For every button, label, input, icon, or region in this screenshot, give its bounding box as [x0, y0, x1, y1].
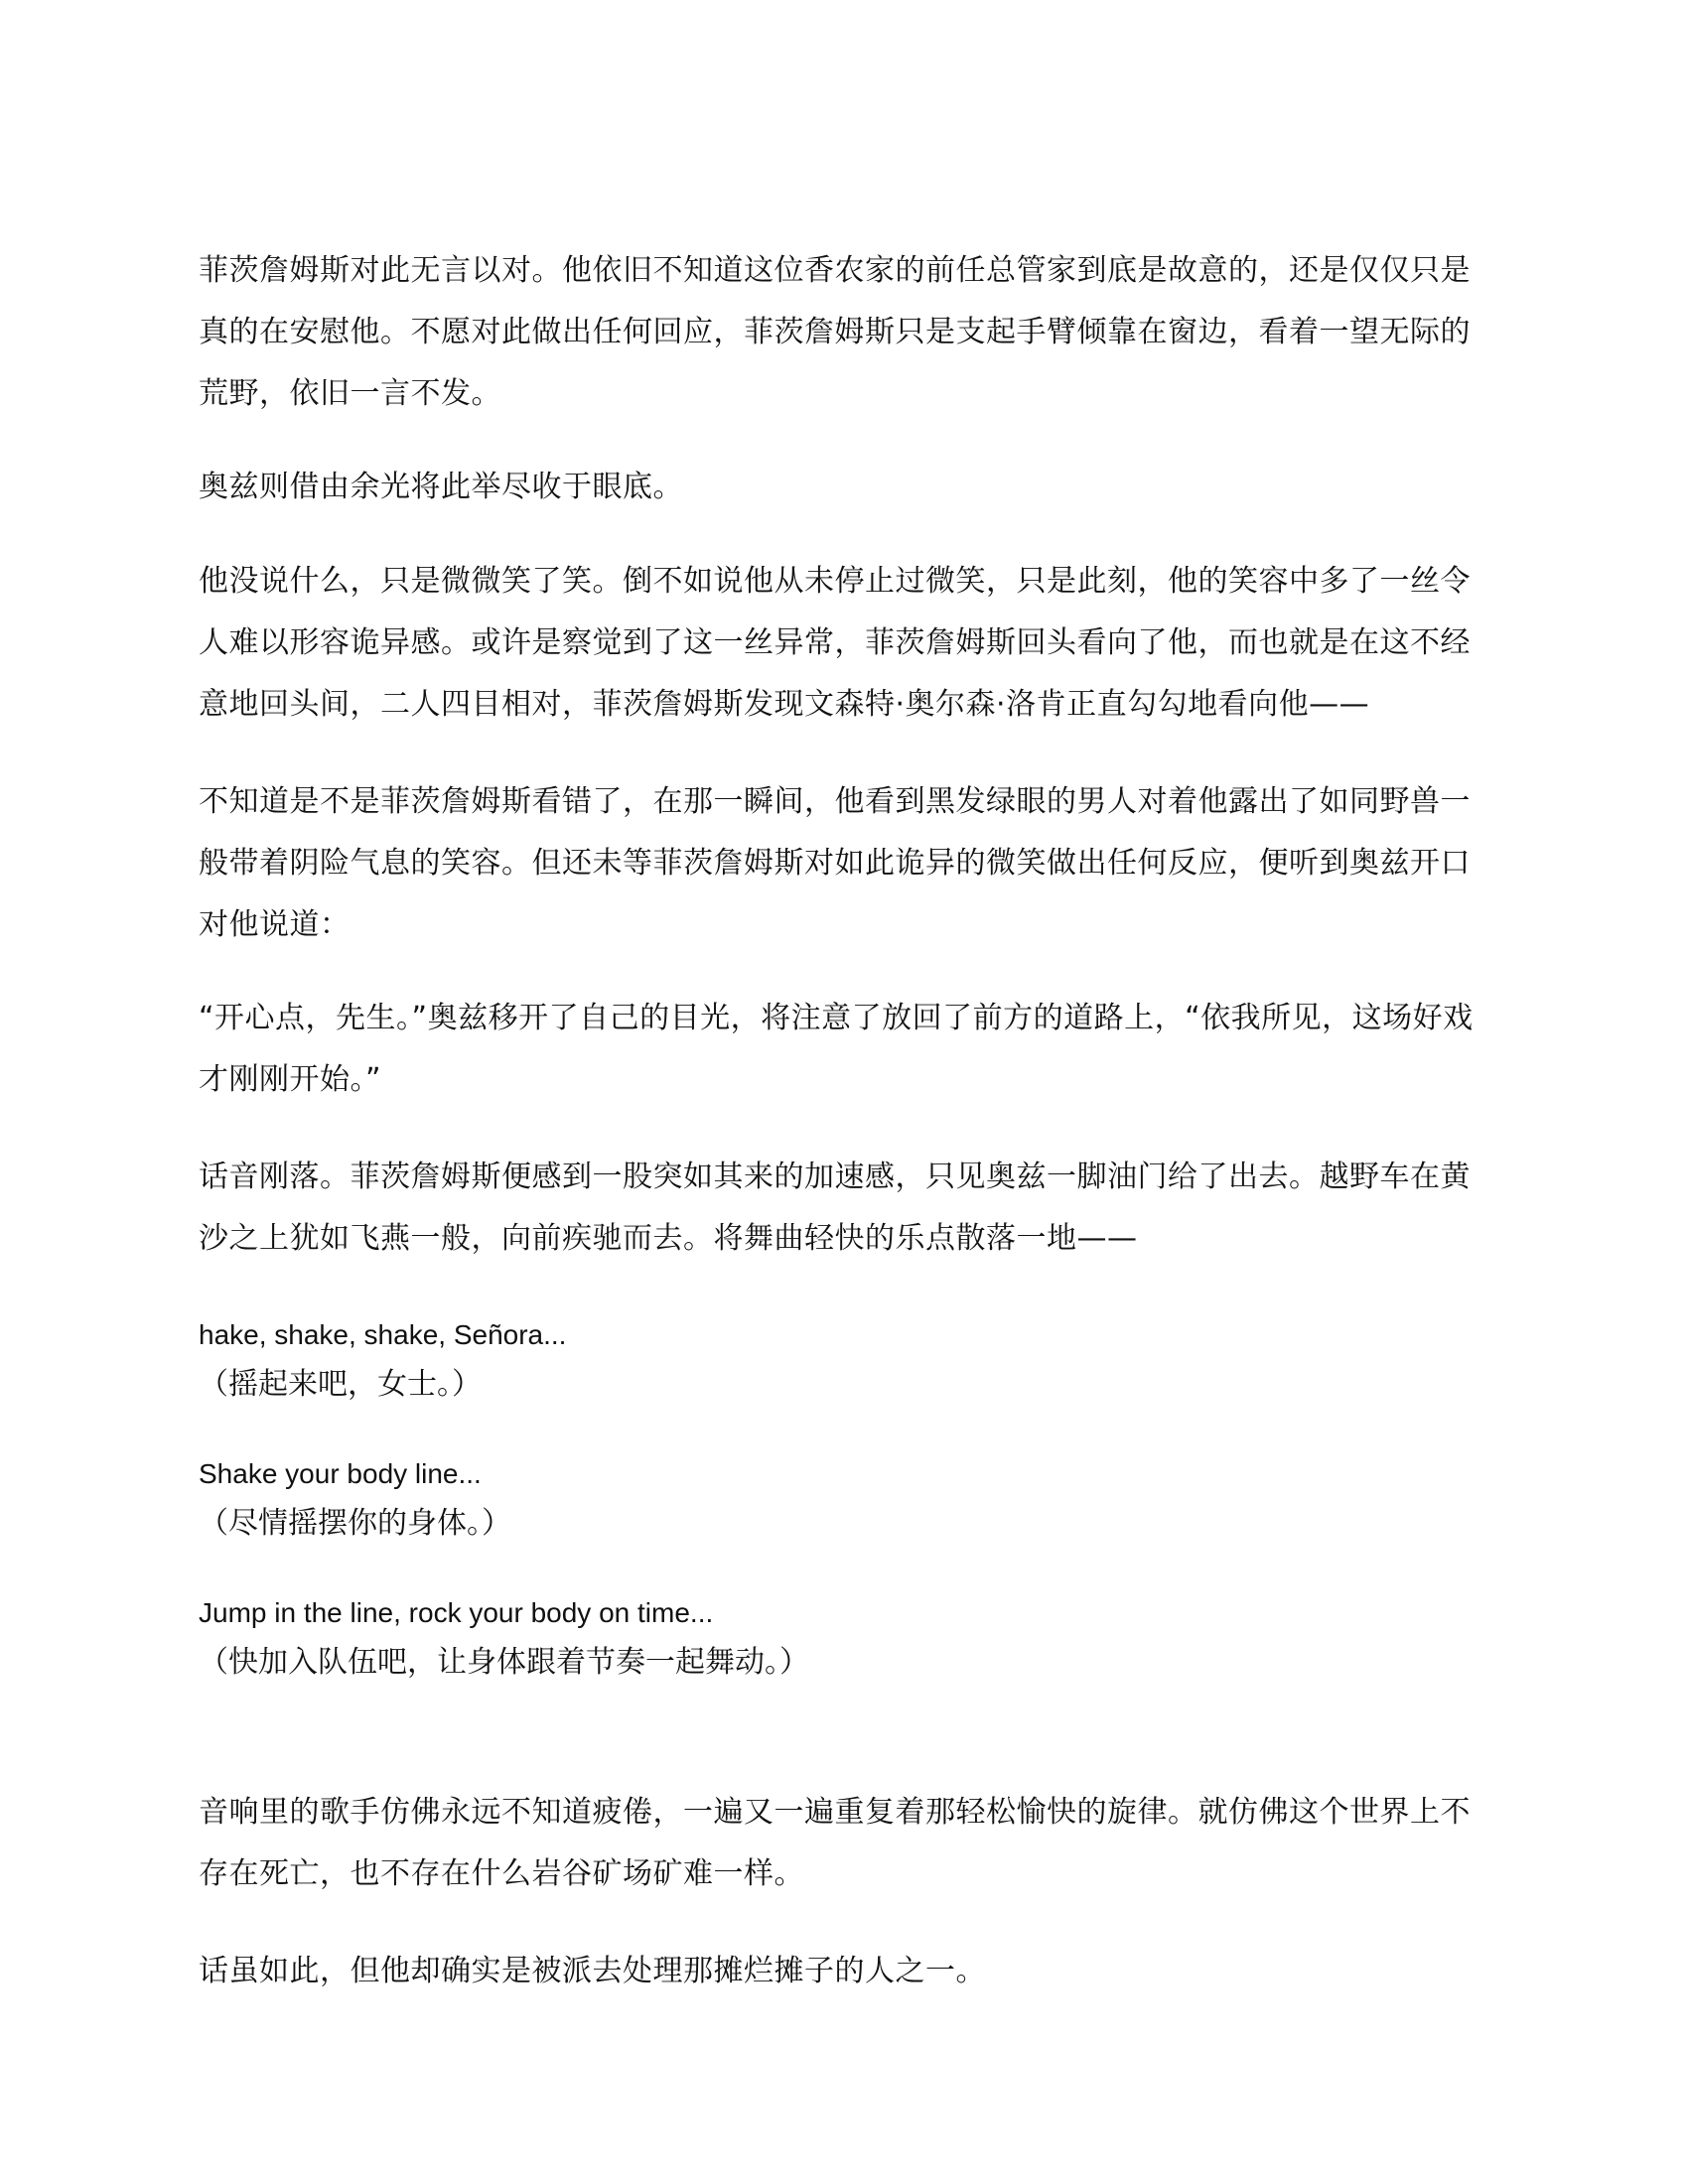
paragraph-line: 话虽如此，但他却确实是被派去处理那摊烂摊子的人之一。: [199, 1954, 986, 1988]
paragraph-line: 不知道是不是菲茨詹姆斯看错了，在那一瞬间，他看到黑发绿眼的男人对着他露出了如同野兽一: [199, 784, 1471, 819]
lyric-english: Shake your body line...: [199, 1458, 482, 1489]
paragraph-6: [199, 1147, 1489, 1270]
paragraph-line: 音响里的歌手仿佛永远不知道疲倦，一遍又一遍重复着那轻松愉快的旋律。就仿佛这个世界上不: [199, 1795, 1471, 1830]
paragraph-line: “开心点，先生。”奥兹移开了自己的目光，将注意了放回了前方的道路上，“依我所见，这场好戏: [199, 1001, 1474, 1035]
paragraph-line: 真的在安慰他。不愿对此做出任何回应，菲茨詹姆斯只是支起手臂倾靠在窗边，看着一望无际的: [199, 315, 1471, 349]
paragraph-line: 才刚刚开始。”: [199, 1062, 382, 1097]
paragraph-line: 奥兹则借由余光将此举尽收于眼底。: [199, 470, 683, 504]
paragraph-5: [199, 988, 1489, 1111]
paragraph-line: 意地回头间，二人四目相对，菲茨詹姆斯发现文森特·奥尔森·洛肯正直勾勾地看向他——: [199, 687, 1370, 722]
paragraph-line: 存在死亡，也不存在什么岩谷矿场矿难一样。: [199, 1856, 804, 1891]
paragraph-8: [199, 1941, 1489, 2002]
lyric-block-1: [199, 1310, 1489, 1410]
paragraph-line: 话音刚落。菲茨詹姆斯便感到一股突如其来的加速感，只见奥兹一脚油门给了出去。越野车在黄: [199, 1160, 1471, 1194]
lyric-block-2: [199, 1449, 1489, 1549]
lyric-block-3: [199, 1588, 1489, 1688]
paragraph-line: 人难以形容诡异感。或许是察觉到了这一丝异常，菲茨詹姆斯回头看向了他，而也就是在这不经: [199, 625, 1471, 660]
paragraph-line: 菲茨詹姆斯对此无言以对。他依旧不知道这位香农家的前任总管家到底是故意的，还是仅仅只是: [199, 253, 1471, 288]
paragraph-line: 他没说什么，只是微微笑了笑。倒不如说他从未停止过微笑，只是此刻，他的笑容中多了一丝令: [199, 564, 1471, 599]
paragraph-line: 荒野，依旧一言不发。: [199, 376, 501, 411]
paragraph-1: [199, 240, 1489, 425]
paragraph-line: 对他说道：: [199, 907, 351, 942]
lyric-translation: （快加入队伍吧，让身体跟着节奏一起舞动。）: [199, 1645, 809, 1680]
paragraph-line: 沙之上犹如飞燕一般，向前疾驰而去。将舞曲轻快的乐点散落一地——: [199, 1221, 1138, 1256]
lyric-english: Jump in the line, rock your body on time...: [199, 1597, 714, 1628]
lyric-translation: （尽情摇摆你的身体。）: [199, 1506, 511, 1541]
paragraph-2: [199, 457, 1489, 518]
lyric-translation: （摇起来吧，女士。）: [199, 1367, 482, 1402]
lyric-english: hake, shake, shake, Señora...: [199, 1319, 567, 1350]
paragraph-4: [199, 771, 1489, 956]
paragraph-7: [199, 1782, 1489, 1905]
paragraph-3: [199, 551, 1489, 736]
paragraph-line: 般带着阴险气息的笑容。但还未等菲茨詹姆斯对如此诡异的微笑做出任何反应，便听到奥兹开口: [199, 846, 1471, 881]
